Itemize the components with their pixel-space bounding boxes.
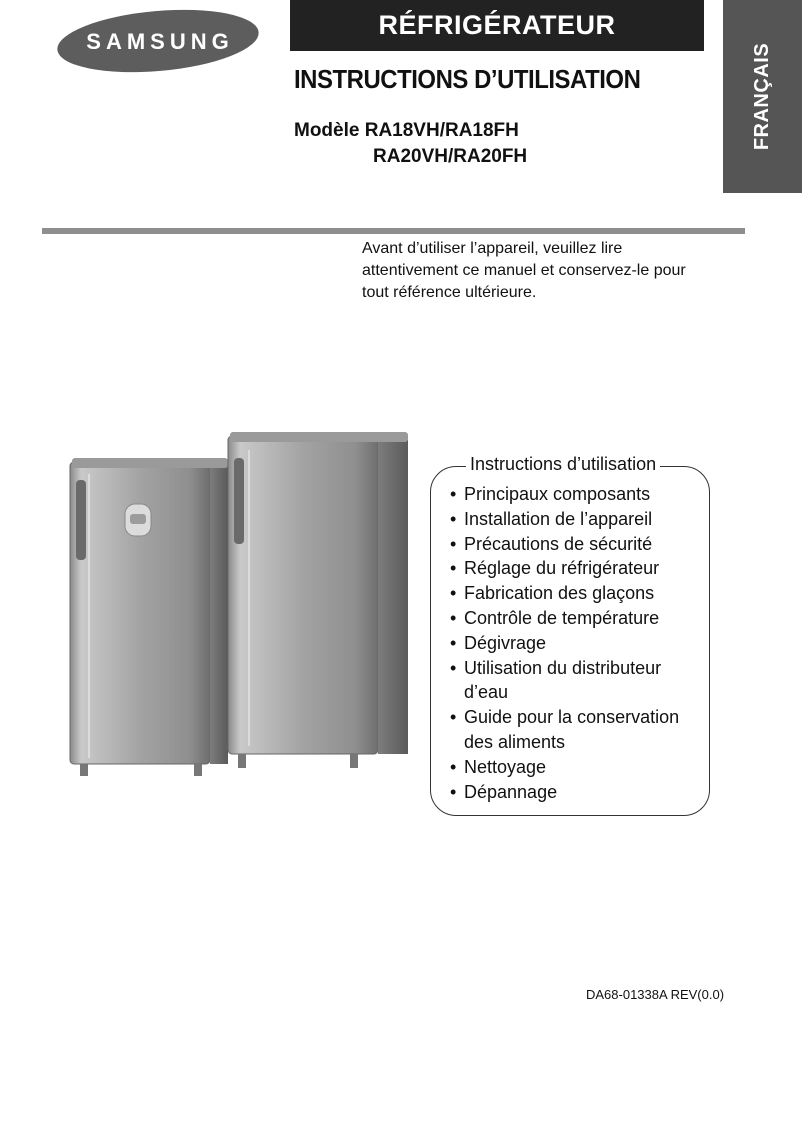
- divider-rule: [42, 228, 745, 234]
- bullet-icon: •: [450, 583, 457, 604]
- document-code: DA68-01338A REV(0.0): [586, 987, 725, 1002]
- toc-item: • Fabrication des glaçons: [450, 581, 704, 606]
- toc-item: • Installation de l’appareil: [450, 507, 704, 532]
- intro-line: attentivement ce manuel et conservez-le pour: [362, 262, 686, 279]
- language-tab: [723, 0, 802, 193]
- toc-item: • Principaux composants: [450, 482, 704, 507]
- refrigerators-image: [62, 428, 420, 782]
- product-title-bar: [290, 0, 704, 51]
- toc-title: Instructions d’utilisation: [466, 454, 660, 475]
- toc-list: [450, 482, 704, 804]
- toc-item: • Dépannage: [450, 780, 704, 805]
- toc-item: • Réglage du réfrigérateur: [450, 556, 704, 581]
- samsung-logo-text: SAMSUNG: [86, 29, 234, 54]
- bullet-icon: •: [450, 558, 457, 579]
- toc-item: • Guide pour la conservation des aliments: [450, 705, 704, 755]
- model-line-1: Modèle RA18VH/RA18FH: [294, 120, 519, 141]
- manual-heading: INSTRUCTIONS D’UTILISATION: [294, 64, 641, 94]
- bullet-icon: •: [450, 756, 457, 777]
- intro-text: [362, 238, 734, 304]
- bullet-icon: •: [450, 508, 457, 529]
- bullet-icon: •: [450, 607, 457, 628]
- samsung-logo: [56, 8, 260, 74]
- bullet-icon: •: [450, 484, 457, 504]
- bullet-icon: •: [450, 632, 457, 653]
- intro-line: Avant d’utiliser l’appareil, veuillez lire: [362, 240, 623, 257]
- model-line-2: RA20VH/RA20FH: [373, 146, 528, 167]
- bullet-icon: •: [450, 707, 457, 728]
- fridge-large: [228, 432, 408, 768]
- toc-item: • Dégivrage: [450, 631, 704, 656]
- language-label: FRANÇAIS: [751, 42, 773, 151]
- product-title: RÉFRIGÉRATEUR: [378, 10, 616, 40]
- intro-line: tout référence ultérieure.: [362, 284, 537, 301]
- bullet-icon: •: [450, 781, 457, 802]
- toc-item: • Contrôle de température: [450, 606, 704, 631]
- fridge-small: [70, 458, 228, 776]
- bullet-icon: •: [450, 657, 457, 678]
- bullet-icon: •: [450, 533, 457, 554]
- toc-item: • Précautions de sécurité: [450, 532, 704, 557]
- toc-item: • Utilisation du distributeur d’eau: [450, 656, 704, 706]
- toc-item: • Nettoyage: [450, 755, 704, 780]
